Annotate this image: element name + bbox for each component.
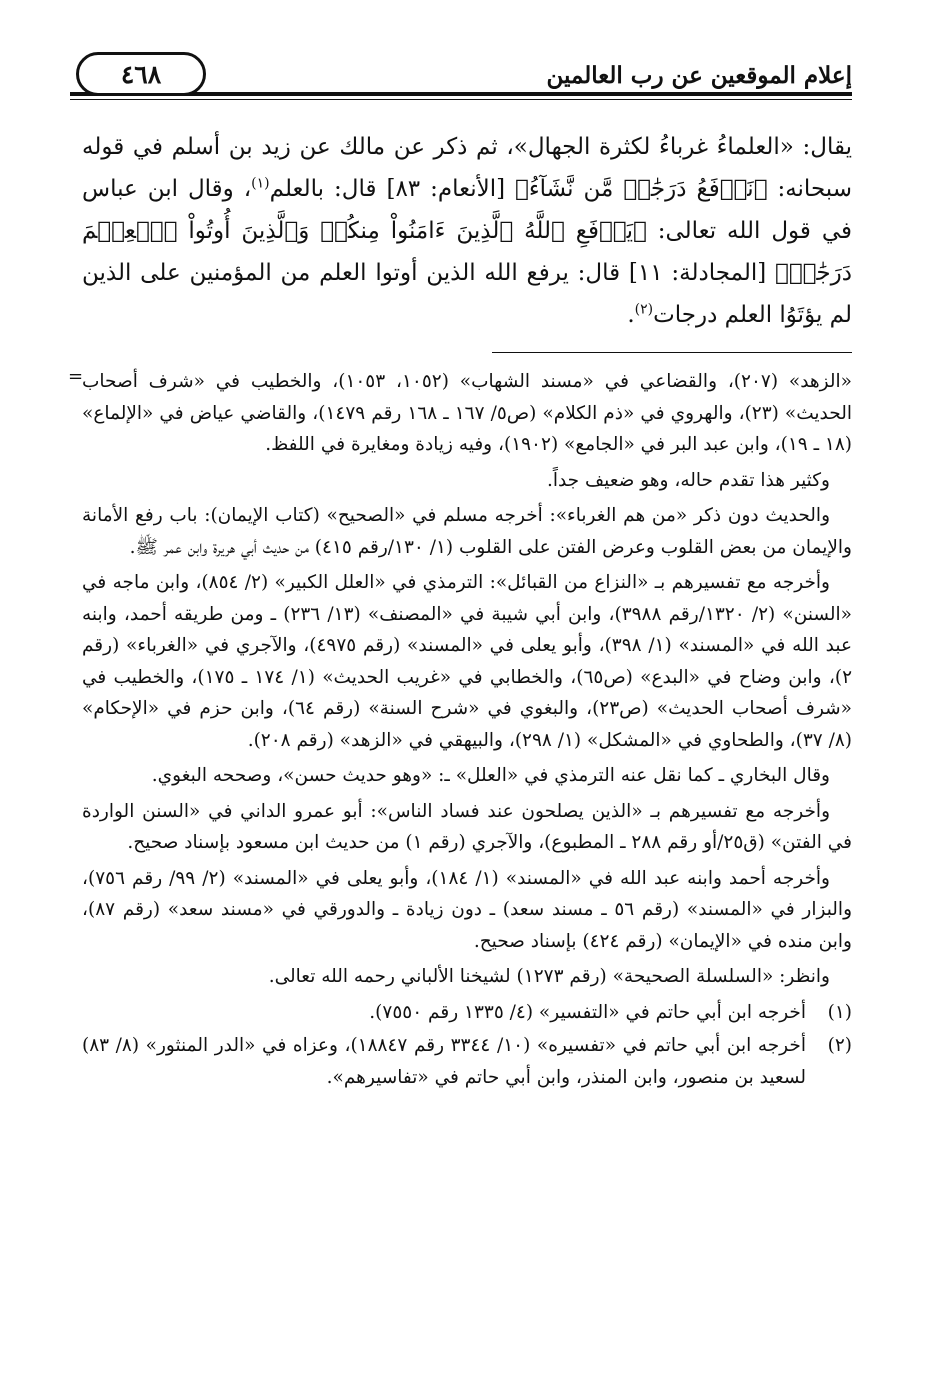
main-text-part-2: ، وقال ابن عباس في قول الله تعالى: ﴿يَرۡفَعِ ٱللَّهُ ٱلَّذِينَ ءَامَنُواْ مِنكُمۡ وَٱلَّذِينَ أُوتُواْ ٱلۡعِلۡمَ دَرَجَٰتٖ﴾ [المجادلة: ١١] قال: يرفع الله الذين أوتوا العلم من المؤمنين على الذين لم يؤتَوُا العلم درجات xyxy=(82,176,852,328)
page-header xyxy=(70,40,852,100)
note-paragraph: وكثير هذا تقدم حاله، وهو ضعيف جداً. xyxy=(546,469,830,491)
main-text-block xyxy=(82,126,852,336)
footnote-number: (٢) xyxy=(827,1035,852,1056)
main-paragraph xyxy=(82,126,852,336)
main-text-part-1: يقال: «العلماءُ غرباءُ لكثرة الجهال»، ثم ذكر عن مالك عن زيد بن أسلم في قوله سبحانه: ﴿نَرۡفَعُ دَرَجَٰتٖ مَّن نَّشَآءُ﴾ [الأنعام: ٨٣] قال: بالعلم xyxy=(82,134,853,202)
footnotes-block xyxy=(68,366,852,1095)
footnote-ref-1[interactable]: (١) xyxy=(251,175,270,192)
footnote-1 xyxy=(82,997,852,1029)
header-rule-thin xyxy=(70,99,852,100)
main-text-part-3: . xyxy=(627,302,635,328)
continuation-mark: = xyxy=(68,366,84,387)
footnote-number: (١) xyxy=(827,1001,852,1023)
note-paragraph: وأخرجه مع تفسيرهم بـ «النزاع من القبائل»: الترمذي في «العلل الكبير» (٢/ ٨٥٤)، وابن ماجه في «السنن» (٢/ ١٣٢٠/رقم ٣٩٨٨)، وابن أبي شيبة في «المصنف» (١٣/ ٢٣٦) ـ ومن طريقه أحمد، وابنه عبد الله في «المسند» (١/ ٣٩٨)، وأبو يعلى في «المسند» (رقم ٤٩٧٥)، والآجري في «الغرباء» (رقم ٢)، وابن وضاح في «البدع» (ص٦٥)، والخطابي في «غريب الحديث» (١/ ١٧٤ ـ ١٧٥)، والخطيب في «شرف أصحاب الحديث» (ص٢٣)، والبغوي في «شرح السنة» (رقم ٦٤)، وابن حزم في «الإحكام» (٨/ ٣٧)، والطحاوي في «المشكل» (١/ ٢٩٨)، والبيهقي في «الزهد» (رقم ٢٠٨). xyxy=(82,572,852,751)
note-paragraph: وقال البخاري ـ كما نقل عنه الترمذي في «العلل» ـ: «وهو حديث حسن»، وصححه البغوي. xyxy=(151,765,830,786)
footnote-text: أخرجه ابن أبي حاتم في «تفسيره» (١٠/ ٣٣٤٤ رقم ١٨٨٤٧)، وعزاه في «الدر المنثور» (٨/ ٨٣) لسعيد بن منصور، وابن المنذر، وابن أبي حاتم في «تفاسيرهم». xyxy=(82,1035,806,1088)
note-paragraph: والحديث دون ذكر «من هم الغرباء»: أخرجه مسلم في «الصحيح» (كتاب الإيمان): باب رفع الأمانة والإيمان من بعض القلوب وعرض الفتن على القلوب (١/ ١٣٠/رقم ٤١٥) من حديث أبي هريرة وابن عمر ﷺ. xyxy=(82,505,852,558)
footnote-text: أخرجه ابن أبي حاتم في «التفسير» (٤/ ١٣٣٥ رقم ٧٥٥٠). xyxy=(369,1001,806,1023)
note-paragraph: «الزهد» (٢٠٧)، والقضاعي في «مسند الشهاب» (١٠٥٢، ١٠٥٣)، والخطيب في «شرف أصحاب الحديث» (٢٣)، والهروي في «ذم الكلام» (ص٥/ ١٦٧ ـ ١٦٨ رقم ١٤٧٩)، والقاضي عياض في «الإلماع» (١٨ ـ ١٩)، وابن عبد البر في «الجامع» (١٩٠٢)، وفيه زيادة ومغايرة في اللفظ. xyxy=(82,371,852,455)
running-title: إعلام الموقعين عن رب العالمين xyxy=(546,62,852,89)
footnote-ref-2[interactable]: (٢) xyxy=(634,301,654,318)
note-paragraph: وأخرجه أحمد وابنه عبد الله في «المسند» (١/ ١٨٤)، وأبو يعلى في «المسند» (٢/ ٩٩/ رقم ٧٥٦)، والبزار في «المسند» (رقم ٥٦ ـ مسند سعد) ـ دون زيادة ـ والدورقي في «مسند سعد» (رقم ٨٧)، وابن منده في «الإيمان» (رقم ٤٢٤) بإسناد صحيح. xyxy=(82,867,852,952)
page-number-badge: ٤٦٨ xyxy=(76,52,206,96)
footnote-separator xyxy=(492,352,852,353)
continued-note xyxy=(68,366,852,461)
footnote-2 xyxy=(82,1030,852,1093)
note-paragraph: وانظر: «السلسلة الصحيحة» (رقم ١٢٧٣) لشيخنا الألباني رحمه الله تعالى. xyxy=(268,966,830,987)
note-paragraph: وأخرجه مع تفسيرهم بـ «الذين يصلحون عند فساد الناس»: أبو عمرو الداني في «السنن الواردة في الفتن» (ق٢٥/أو رقم ٢٨٨ ـ المطبوع)، والآجري (رقم ١) من حديث ابن مسعود بإسناد صحيح. xyxy=(82,800,852,853)
